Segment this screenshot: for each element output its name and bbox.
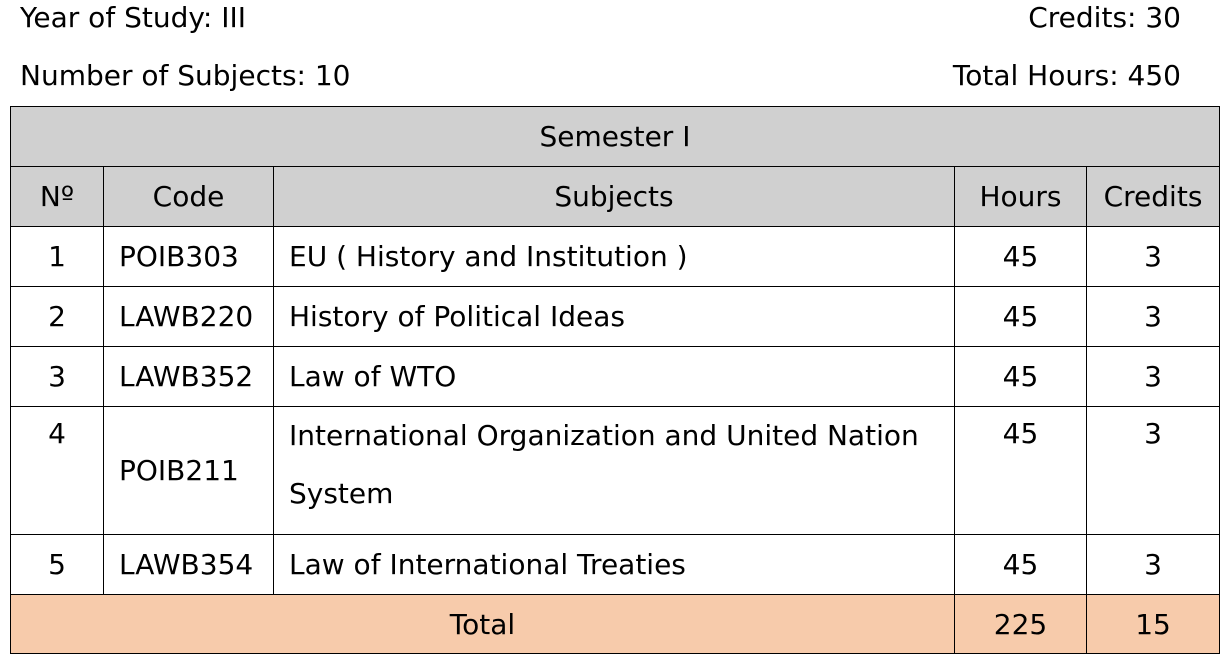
cell-code: POIB211: [104, 407, 274, 535]
cell-code: LAWB352: [104, 347, 274, 407]
total-row: [11, 595, 1220, 654]
table-row: [11, 407, 1220, 535]
cell-hours: 45: [955, 287, 1087, 347]
semester-title: Semester I: [11, 107, 1220, 167]
year-of-study: Year of Study: III: [20, 1, 246, 34]
header-subjects: Subjects: [274, 167, 955, 227]
cell-no: 5: [11, 535, 104, 595]
cell-no: 3: [11, 347, 104, 407]
semester-title-row: [11, 107, 1220, 167]
total-credits: Credits: 30: [1028, 1, 1181, 34]
cell-subject: EU ( History and Institution ): [274, 227, 955, 287]
cell-hours: 45: [955, 535, 1087, 595]
cell-code: POIB303: [104, 227, 274, 287]
cell-subject: International Organization and United Nation System: [274, 407, 955, 535]
cell-code: LAWB220: [104, 287, 274, 347]
cell-no: 1: [11, 227, 104, 287]
cell-hours: 45: [955, 407, 1087, 535]
total-hours: Total Hours: 450: [952, 59, 1181, 92]
cell-subject: Law of International Treaties: [274, 535, 955, 595]
table-row: [11, 535, 1220, 595]
total-label: Total: [11, 595, 955, 654]
header-credits: Credits: [1087, 167, 1220, 227]
cell-credits: 3: [1087, 535, 1220, 595]
cell-hours: 45: [955, 347, 1087, 407]
cell-no: 4: [11, 407, 104, 535]
cell-credits: 3: [1087, 347, 1220, 407]
cell-subject: History of Political Ideas: [274, 287, 955, 347]
cell-code: LAWB354: [104, 535, 274, 595]
cell-subject: Law of WTO: [274, 347, 955, 407]
header-no: Nº: [11, 167, 104, 227]
number-of-subjects: Number of Subjects: 10: [20, 59, 351, 92]
table-row: [11, 347, 1220, 407]
table-row: [11, 287, 1220, 347]
semester-courses-table: [10, 106, 1220, 654]
table-header-row: [11, 167, 1220, 227]
header-hours: Hours: [955, 167, 1087, 227]
table-row: [11, 227, 1220, 287]
cell-no: 2: [11, 287, 104, 347]
total-hours-value: 225: [955, 595, 1087, 654]
cell-credits: 3: [1087, 287, 1220, 347]
cell-credits: 3: [1087, 227, 1220, 287]
header-code: Code: [104, 167, 274, 227]
cell-credits: 3: [1087, 407, 1220, 535]
cell-hours: 45: [955, 227, 1087, 287]
total-credits-value: 15: [1087, 595, 1220, 654]
